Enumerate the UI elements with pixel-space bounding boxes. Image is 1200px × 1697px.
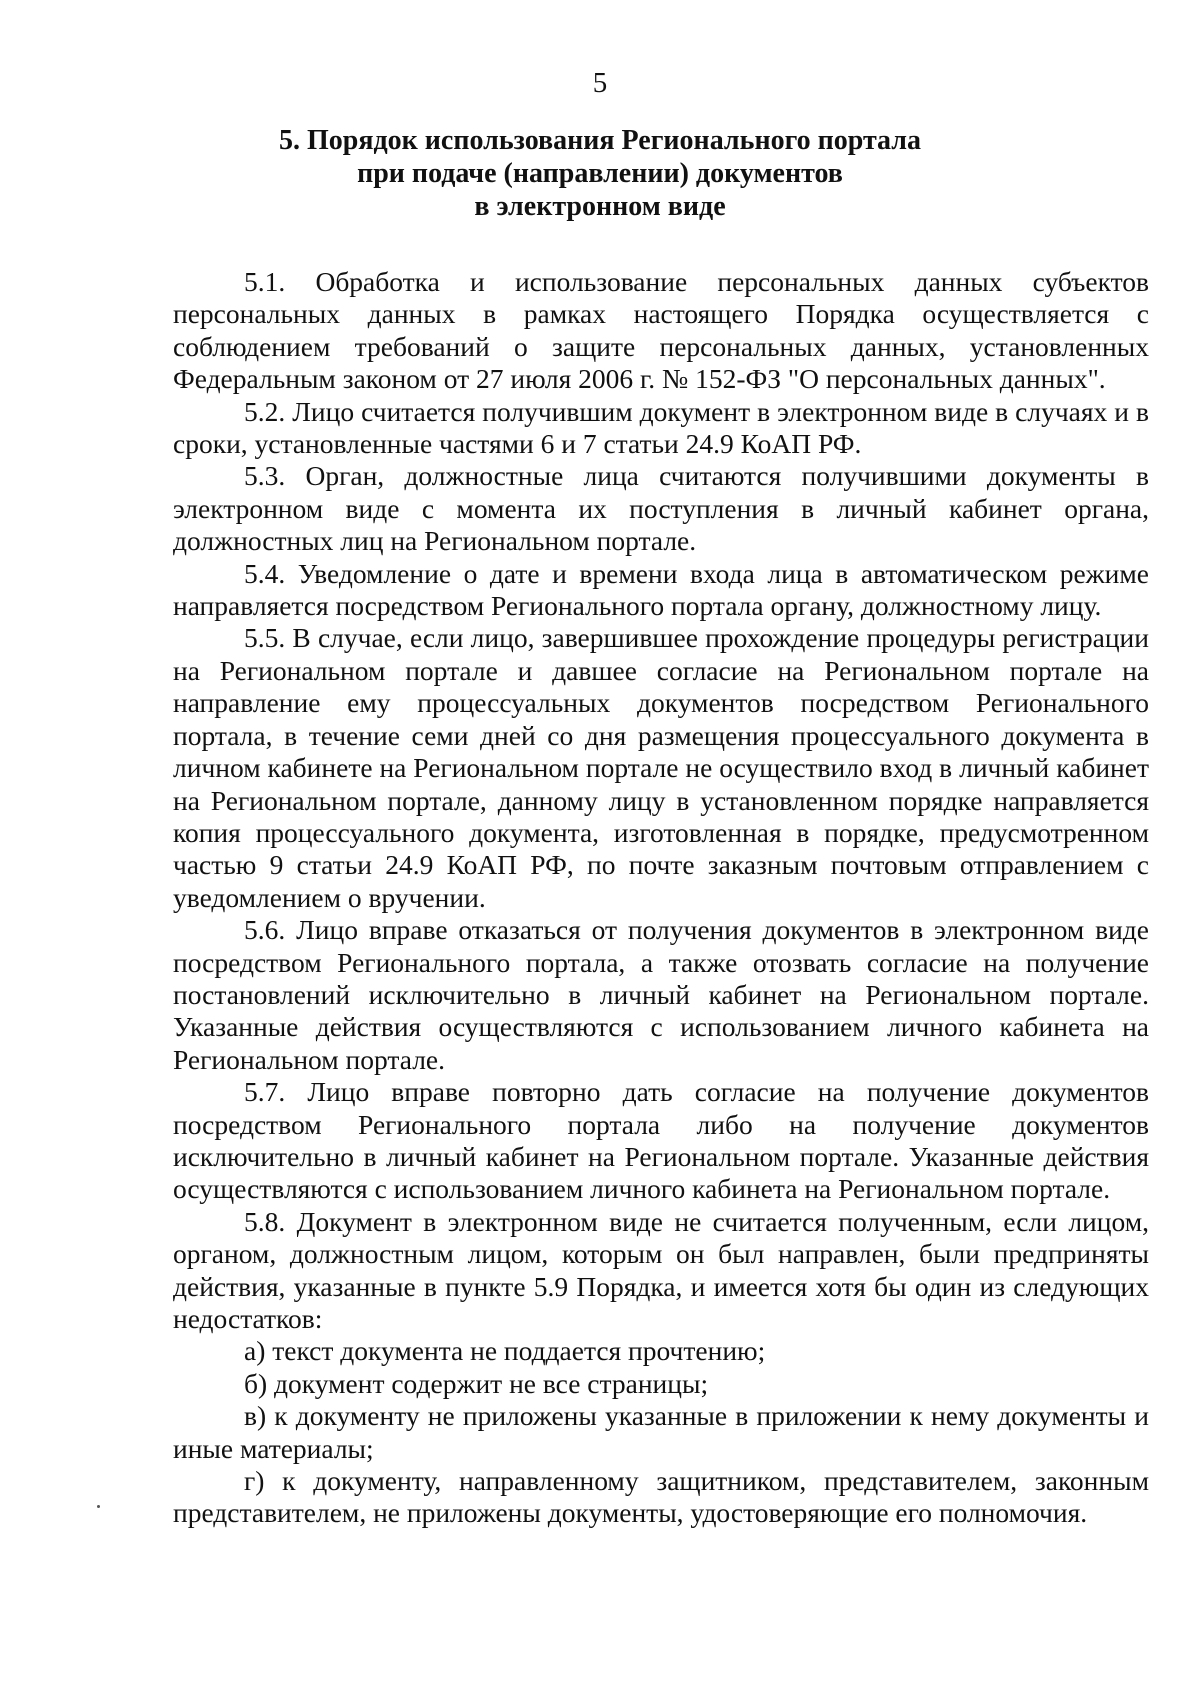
scan-speck bbox=[97, 1505, 100, 1508]
paragraph-5-7: 5.7. Лицо вправе повторно дать согласие на получение документов посредством Регионального портала либо на получение документов исключительно в личный кабинет на Региональном портале. Указанные действия осуществляются с использованием личного кабинета на Региональном портале. bbox=[173, 1076, 1149, 1205]
list-item-a: а) текст документа не поддается прочтению; bbox=[244, 1335, 766, 1367]
list-item-b: б) документ содержит не все страницы; bbox=[244, 1367, 709, 1399]
list-item-g: г) к документу, направленному защитником, представителем, законным представителем, не приложены документы, удостоверяющие его полномочия. bbox=[173, 1465, 1149, 1529]
section-heading-line-2: при подаче (направлении) документов bbox=[357, 158, 843, 189]
section-heading-line-3: в электронном виде bbox=[474, 191, 726, 222]
section-heading-line-1: 5. Порядок использования Регионального портала bbox=[278, 125, 921, 156]
paragraph-5-1: 5.1. Обработка и использование персональных данных субъектов персональных данных в рамках настоящего Порядка осуществляется с соблюдением требований о защите персональных данных, установленных Федеральным законом от 27 июля 2006 г. № 152-ФЗ "О персональных данных". bbox=[173, 266, 1149, 395]
document-body bbox=[173, 266, 1149, 1530]
list-item-v: в) к документу не приложены указанные в приложении к нему документы и иные материалы; bbox=[173, 1400, 1149, 1464]
paragraph-5-5: 5.5. В случае, если лицо, завершившее прохождение процедуры регистрации на Региональном портале и давшее согласие на Региональном портале на направление ему процессуальных документов посредством Регионального портала, в течение семи дней со дня размещения процессуального документа в личном кабинете на Региональном портале не осуществило вход в личный кабинет на Региональном портале, данному лицу в установленном порядке направляется копия процессуального документа, изготовленная в порядке, предусмотренном частью 9 статьи 24.9 КоАП РФ, по почте заказным почтовым отправлением с уведомлением о вручении. bbox=[173, 622, 1149, 913]
paragraph-5-3: 5.3. Орган, должностные лица считаются получившими документы в электронном виде с момента их поступления в личный кабинет органа, должностных лиц на Региональном портале. bbox=[173, 460, 1149, 557]
paragraph-5-4: 5.4. Уведомление о дате и времени входа лица в автоматическом режиме направляется посредством Регионального портала органу, должностному лицу. bbox=[173, 557, 1149, 622]
page-number: 5 bbox=[592, 67, 608, 99]
paragraph-5-6: 5.6. Лицо вправе отказаться от получения документов в электронном виде посредством Регионального портала, а также отозвать согласие на получение постановлений исключительно в личный кабинет на Региональном портале. Указанные действия осуществляются с использованием личного кабинета на Региональном портале. bbox=[173, 914, 1149, 1075]
section-heading bbox=[0, 124, 1200, 223]
paragraph-5-8: 5.8. Документ в электронном виде не считается полученным, если лицом, органом, должностным лицом, которым он был направлен, были предприняты действия, указанные в пункте 5.9 Порядка, и имеется хотя бы один из следующих недостатков: bbox=[173, 1205, 1149, 1334]
paragraph-5-2: 5.2. Лицо считается получившим документ в электронном виде в случаях и в сроки, установленные частями 6 и 7 статьи 24.9 КоАП РФ. bbox=[173, 395, 1149, 460]
